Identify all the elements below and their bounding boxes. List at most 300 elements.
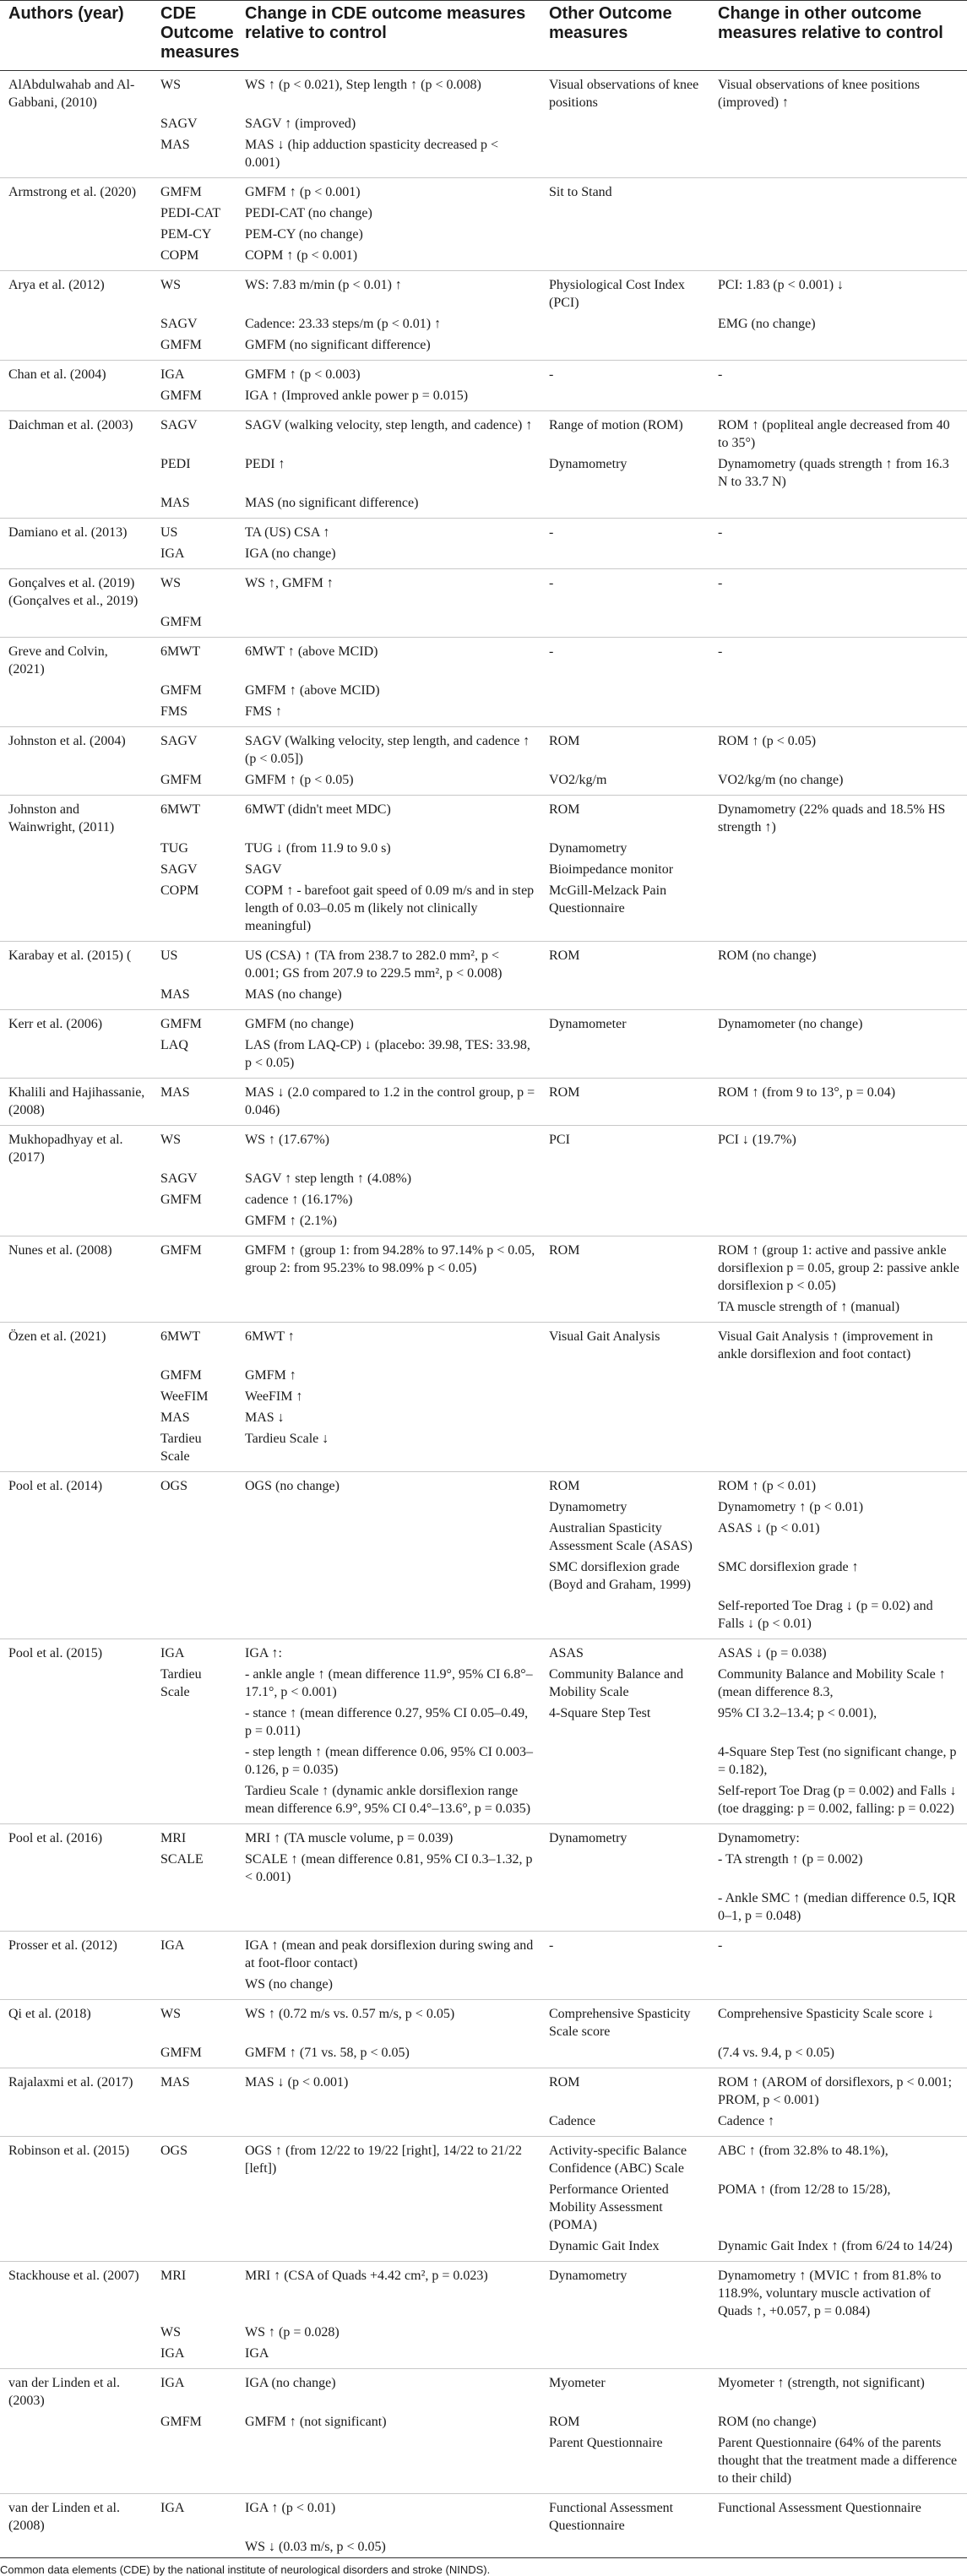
other-measure-cell: PCI (549, 1133, 570, 1147)
table-row (0, 2137, 967, 2180)
cde-measure-cell: IGA (160, 1646, 185, 1660)
other-change-cell (709, 178, 967, 204)
other-measure-cell (541, 1888, 709, 1932)
other-change-cell: Dynamometry ↑ (MVIC ↑ from 81.8% to 118.9%, voluntary muscle activation of Quads ↑, +0.057, p = 0.084) (718, 2269, 942, 2318)
cde-change-cell: 6MWT ↑ (above MCID) (245, 644, 378, 659)
other-change-cell (709, 838, 967, 859)
author-cell (0, 1742, 152, 1780)
author-cell: Khalili and Hajihassanie, (2008) (0, 1079, 152, 1126)
other-measure-cell: - (549, 525, 554, 540)
cde-measure-cell: IGA (152, 2343, 236, 2369)
other-measure-cell (541, 611, 709, 638)
other-measure-cell: - (549, 1938, 554, 1953)
author-cell (0, 1557, 152, 1595)
cde-change-cell: - ankle angle ↑ (mean difference 11.9°, 95% CI 6.8°–17.1°, p < 0.001) (245, 1667, 533, 1699)
other-change-cell: Visual Gait Analysis ↑ (improvement in ankle dorsiflexion and foot contact) (718, 1329, 933, 1361)
table-row (0, 385, 967, 411)
author-cell (0, 611, 152, 638)
cde-measure-cell: OGS (160, 1479, 188, 1493)
other-measure-cell: Myometer (549, 2376, 606, 2390)
cde-measure-cell: GMFM (152, 334, 236, 361)
author-cell: Qi et al. (2018) (8, 2007, 91, 2021)
table-row (0, 1210, 967, 1236)
other-measure-cell: Dynamometry (549, 457, 627, 471)
cde-measure-cell: GMFM (152, 2042, 236, 2068)
cde-change-cell: - stance ↑ (mean difference 0.27, 95% CI 0.05–0.49, p = 0.011) (245, 1706, 529, 1738)
cde-change-cell (236, 1518, 541, 1557)
author-cell (0, 1518, 152, 1557)
cde-change-cell: MAS ↓ (245, 1410, 285, 1425)
cde-change-cell: GMFM (no change) (245, 1017, 354, 1031)
cde-measure-cell (152, 1703, 236, 1742)
table-row (0, 71, 967, 114)
cde-change-cell: LAS (from LAQ-CP) ↓ (placebo: 39.98, TES: 33.98, p < 0.05) (236, 1035, 541, 1079)
table-row (0, 1974, 967, 2000)
cde-change-cell: OGS ↑ (from 12/22 to 19/22 [right], 14/22 to 21/22 [left]) (245, 2144, 522, 2176)
cde-measure-cell: TUG (160, 841, 188, 856)
cde-measure-cell: WeeFIM (160, 1389, 209, 1404)
cde-change-cell (236, 1296, 541, 1323)
cde-change-cell: SCALE ↑ (mean difference 0.81, 95% CI 0.3–1.32, p < 0.001) (245, 1852, 533, 1884)
other-change-cell (709, 492, 967, 519)
table-row (0, 543, 967, 569)
cde-measure-cell: MAS (152, 492, 236, 519)
author-cell (0, 113, 152, 134)
author-cell (0, 880, 152, 942)
other-measure-cell: Functional Assessment Questionnaire (549, 2501, 674, 2533)
cde-measure-cell: GMFM (160, 185, 202, 199)
cde-change-cell: PEDI ↑ (245, 457, 285, 471)
other-change-cell: - (718, 644, 723, 659)
other-measure-cell (541, 245, 709, 271)
table-row (0, 1703, 967, 1742)
author-cell (0, 2179, 152, 2236)
cde-measure-cell: SAGV (160, 862, 198, 877)
cde-measure-cell: WS (160, 1133, 181, 1147)
table-row (0, 1323, 967, 1366)
other-change-cell: Dynamometry: (718, 1831, 800, 1845)
other-change-cell (709, 880, 967, 942)
cde-change-cell: GMFM ↑ (p < 0.001) (245, 185, 361, 199)
cde-measure-cell: US (160, 525, 178, 540)
other-measure-cell: Activity-specific Balance Confidence (ABC) Scale (549, 2144, 687, 2176)
cde-change-cell: GMFM ↑ (not significant) (245, 2415, 387, 2429)
other-measure-cell (541, 1035, 709, 1079)
other-measure-cell: Dynamometry (549, 2269, 627, 2283)
table-row (0, 2262, 967, 2323)
table-row (0, 313, 967, 334)
author-cell (0, 838, 152, 859)
author-cell (0, 984, 152, 1010)
cde-change-cell (236, 1888, 541, 1932)
other-change-cell: - (718, 576, 723, 590)
cde-change-cell: GMFM ↑ (2.1%) (236, 1210, 541, 1236)
cde-change-cell: COPM ↑ (p < 0.001) (236, 245, 541, 271)
table-row (0, 1888, 967, 1932)
table-row (0, 203, 967, 224)
other-change-cell: Cadence ↑ (709, 2111, 967, 2137)
other-measure-cell: Parent Questionnaire (541, 2432, 709, 2494)
cde-change-cell: GMFM (no significant difference) (236, 334, 541, 361)
cde-measure-cell: IGA (160, 367, 185, 382)
other-change-cell: PCI ↓ (19.7%) (718, 1133, 796, 1147)
other-measure-cell (541, 1210, 709, 1236)
author-cell (0, 454, 152, 492)
other-change-cell: POMA ↑ (from 12/28 to 15/28), (718, 2182, 891, 2197)
other-change-cell (709, 1189, 967, 1210)
author-cell: Mukhopadhyay et al. (2017) (8, 1133, 123, 1165)
table-row (0, 361, 967, 386)
cde-measure-cell: IGA (152, 543, 236, 569)
other-change-cell (709, 1386, 967, 1407)
other-change-cell: - Ankle SMC ↑ (median difference 0.5, IQR 0–1, p = 0.048) (709, 1888, 967, 1932)
author-cell (0, 385, 152, 411)
table-row (0, 859, 967, 880)
other-measure-cell: Dynamometry (549, 841, 627, 856)
other-measure-cell (541, 1595, 709, 1639)
table-row (0, 1472, 967, 1497)
other-measure-cell: Dynamometer (549, 1017, 627, 1031)
author-cell (0, 1703, 152, 1742)
other-change-cell (709, 224, 967, 245)
other-measure-cell (541, 1428, 709, 1472)
author-cell: Johnston and Wainwright, (2011) (8, 802, 115, 834)
cde-measure-cell (152, 1974, 236, 2000)
author-cell (0, 2536, 152, 2558)
other-measure-cell: ROM (541, 1079, 709, 1126)
other-measure-cell (541, 1189, 709, 1210)
other-change-cell: Parent Questionnaire (64% of the parents thought that the treatment made a difference to their child) (709, 2432, 967, 2494)
cde-measure-cell: MAS (152, 984, 236, 1010)
table-row (0, 2343, 967, 2369)
table-row (0, 1595, 967, 1639)
other-measure-cell: ROM (549, 1243, 580, 1258)
table-row (0, 638, 967, 681)
other-measure-cell (541, 313, 709, 334)
cde-measure-cell: Tardieu Scale (152, 1428, 236, 1472)
author-cell (0, 1888, 152, 1932)
other-change-cell: ROM ↑ (p < 0.05) (718, 734, 817, 748)
other-change-cell: Self-reported Toe Drag ↓ (p = 0.02) and Falls ↓ (p < 0.01) (709, 1595, 967, 1639)
table-row (0, 113, 967, 134)
table-row (0, 1428, 967, 1472)
author-cell (0, 1168, 152, 1189)
other-change-cell: Dynamometry (22% quads and 18.5% HS strength ↑) (718, 802, 946, 834)
cde-change-cell: WS ↑ (p < 0.021), Step length ↑ (p < 0.008) (245, 78, 481, 92)
author-cell (0, 701, 152, 727)
author-cell: AlAbdulwahab and Al-Gabbani, (2010) (8, 78, 135, 110)
cde-change-cell: SAGV (walking velocity, step length, and cadence) ↑ (245, 418, 533, 432)
header-other-measures: Other Outcome measures (541, 1, 709, 71)
other-change-cell (709, 1210, 967, 1236)
author-cell (0, 1428, 152, 1472)
cde-change-cell: - step length ↑ (mean difference 0.06, 95% CI 0.003–0.126, p = 0.035) (245, 1745, 533, 1777)
other-measure-cell: Dynamic Gait Index (541, 2236, 709, 2262)
cde-change-cell: MAS (no change) (236, 984, 541, 1010)
cde-measure-cell: SCALE (160, 1852, 204, 1867)
cde-measure-cell: SAGV (160, 117, 198, 131)
cde-measure-cell: WS (160, 2325, 181, 2340)
table-row (0, 942, 967, 985)
other-change-cell: (7.4 vs. 9.4, p < 0.05) (709, 2042, 967, 2068)
other-measure-cell: Australian Spasticity Assessment Scale (ASAS) (549, 1521, 693, 1553)
cde-change-cell: GMFM ↑ (above MCID) (245, 683, 380, 698)
table-row (0, 519, 967, 544)
table-row (0, 984, 967, 1010)
other-measure-cell (541, 492, 709, 519)
cde-change-cell: GMFM ↑ (group 1: from 94.28% to 97.14% p < 0.05, group 2: from 95.23% to 98.09% p < 0.05) (245, 1243, 535, 1275)
table-row (0, 1296, 967, 1323)
table-row (0, 796, 967, 839)
cde-measure-cell (152, 2236, 236, 2262)
cde-change-cell: WS ↑ (17.67%) (245, 1133, 329, 1147)
other-measure-cell (541, 2042, 709, 2068)
other-change-cell: Functional Assessment Questionnaire (718, 2501, 921, 2515)
cde-change-cell: 6MWT ↑ (245, 1329, 295, 1344)
author-cell (0, 492, 152, 519)
table-row (0, 1557, 967, 1595)
author-cell (0, 1386, 152, 1407)
author-cell: Özen et al. (2021) (8, 1329, 106, 1344)
cde-change-cell: GMFM ↑ (p < 0.05) (236, 769, 541, 796)
cde-measure-cell: MRI (160, 2269, 187, 2283)
other-measure-cell: Cadence (541, 2111, 709, 2137)
cde-measure-cell: MAS (152, 1079, 236, 1126)
other-measure-cell (541, 203, 709, 224)
author-cell (0, 1189, 152, 1210)
other-measure-cell (541, 334, 709, 361)
table-row (0, 1386, 967, 1407)
cde-measure-cell: SAGV (160, 1171, 198, 1186)
table-row (0, 1236, 967, 1297)
cde-measure-cell (152, 1742, 236, 1780)
other-measure-cell (541, 134, 709, 178)
author-cell: Prosser et al. (2012) (8, 1938, 117, 1953)
cde-measure-cell (152, 1888, 236, 1932)
table-row (0, 411, 967, 454)
author-cell: Gonçalves et al. (2019) (Gonçalves et al., 2019) (8, 576, 139, 608)
other-change-cell: - TA strength ↑ (p = 0.002) (718, 1852, 863, 1867)
cde-change-cell: US (CSA) ↑ (TA from 238.7 to 282.0 mm², p < 0.001; GS from 207.9 to 229.5 mm², p < 0.008) (245, 948, 503, 981)
other-measure-cell (541, 1742, 709, 1780)
other-measure-cell: Dynamometry (549, 1831, 627, 1845)
cde-change-cell: MRI ↑ (CSA of Quads +4.42 cm², p = 0.023) (245, 2269, 488, 2283)
cde-change-cell: IGA ↑ (mean and peak dorsiflexion during swing and at foot-floor contact) (245, 1938, 534, 1970)
table-row (0, 1849, 967, 1888)
other-change-cell: Myometer ↑ (strength, not significant) (718, 2376, 925, 2390)
cde-measure-cell (152, 2536, 236, 2558)
cde-measure-cell: LAQ (152, 1035, 236, 1079)
table-row (0, 2369, 967, 2412)
other-change-cell (709, 1035, 967, 1079)
other-change-cell: Visual observations of knee positions (improved) ↑ (718, 78, 921, 110)
other-change-cell (709, 701, 967, 727)
cde-change-cell (236, 1595, 541, 1639)
table-row (0, 2411, 967, 2432)
cde-change-cell: IGA (no change) (245, 2376, 336, 2390)
other-change-cell (709, 1168, 967, 1189)
other-change-cell: Dynamometer (no change) (718, 1017, 863, 1031)
other-measure-cell: Visual Gait Analysis (549, 1329, 660, 1344)
author-cell: Greve and Colvin, (2021) (8, 644, 108, 677)
cde-change-cell: IGA ↑: (245, 1646, 282, 1660)
cde-change-cell: WS ↓ (0.03 m/s, p < 0.05) (236, 2536, 541, 2558)
other-change-cell: - (718, 367, 723, 382)
author-cell: van der Linden et al. (2008) (8, 2501, 120, 2533)
other-change-cell (709, 1365, 967, 1386)
cde-measure-cell: GMFM (160, 1017, 202, 1031)
other-measure-cell (541, 385, 709, 411)
table-row (0, 611, 967, 638)
other-change-cell: ROM (no change) (718, 2415, 817, 2429)
cde-change-cell: COPM ↑ - barefoot gait speed of 0.09 m/s and in step length of 0.03–0.05 m (likely not clinically meaningful) (236, 880, 541, 942)
cde-measure-cell: SAGV (160, 734, 198, 748)
other-change-cell: SMC dorsiflexion grade ↑ (718, 1560, 859, 1574)
other-change-cell (709, 2322, 967, 2343)
cde-change-cell (236, 2432, 541, 2494)
other-change-cell (709, 2343, 967, 2369)
other-measure-cell: ROM (549, 2075, 580, 2090)
cde-measure-cell: GMFM (152, 611, 236, 638)
other-measure-cell: ROM (549, 802, 580, 817)
author-cell (0, 1780, 152, 1824)
table-row (0, 2322, 967, 2343)
other-change-cell: ROM ↑ (p < 0.01) (718, 1479, 817, 1493)
other-change-cell: ROM ↑ (group 1: active and passive ankle dorsiflexion p = 0.05, group 2: passive ankle dorsiflexion p < 0.05) (718, 1243, 959, 1293)
other-change-cell: Dynamometry ↑ (p < 0.01) (718, 1500, 864, 1514)
other-measure-cell: SMC dorsiflexion grade (Boyd and Graham, 1999) (549, 1560, 691, 1592)
author-cell: Kerr et al. (2006) (8, 1017, 103, 1031)
other-measure-cell: Physiological Cost Index (PCI) (549, 278, 685, 310)
table-row (0, 1932, 967, 1975)
other-measure-cell: Community Balance and Mobility Scale (549, 1667, 684, 1699)
author-cell (0, 134, 152, 178)
cde-measure-cell: WS (160, 2007, 181, 2021)
other-change-cell: ROM (no change) (718, 948, 817, 963)
table-row (0, 1742, 967, 1780)
cde-measure-cell: WS (160, 576, 181, 590)
other-change-cell (709, 1407, 967, 1428)
author-cell (0, 1210, 152, 1236)
table-row (0, 701, 967, 727)
other-measure-cell (541, 224, 709, 245)
author-cell (0, 313, 152, 334)
table-footnote: Common data elements (CDE) by the national institute of neurological disorders and stroke (NINDS). (0, 2563, 491, 2576)
cde-measure-cell: COPM (152, 880, 236, 942)
other-change-cell (709, 984, 967, 1010)
other-measure-cell: Performance Oriented Mobility Assessment (POMA) (549, 2182, 669, 2232)
cde-measure-cell: Tardieu Scale (160, 1667, 202, 1699)
cde-measure-cell (152, 1780, 236, 1824)
other-change-cell: VO2/kg/m (no change) (709, 769, 967, 796)
author-cell (0, 680, 152, 701)
author-cell: Johnston et al. (2004) (8, 734, 126, 748)
table-row (0, 2179, 967, 2236)
cde-measure-cell: GMFM (160, 1193, 202, 1207)
other-measure-cell: ROM (549, 948, 580, 963)
other-change-cell: ASAS ↓ (p < 0.01) (718, 1521, 820, 1535)
author-cell: Chan et al. (2004) (8, 367, 106, 382)
cde-change-cell (236, 2236, 541, 2262)
other-measure-cell (541, 113, 709, 134)
other-change-cell (709, 859, 967, 880)
author-cell: van der Linden et al. (2003) (8, 2376, 120, 2408)
other-change-cell: Comprehensive Spasticity Scale score ↓ (718, 2007, 934, 2021)
header-authors: Authors (year) (0, 1, 152, 71)
other-measure-cell (541, 1386, 709, 1407)
table-row (0, 2000, 967, 2043)
other-change-cell (709, 245, 967, 271)
header-cde-measures: CDE Outcome measures (152, 1, 236, 71)
author-cell (0, 1497, 152, 1518)
cde-measure-cell: PEDI (160, 457, 191, 471)
table-row (0, 1497, 967, 1518)
cde-measure-cell: GMFM (152, 769, 236, 796)
table-row (0, 178, 967, 204)
cde-change-cell: GMFM ↑ (245, 1368, 296, 1383)
cde-change-cell: IGA (no change) (236, 543, 541, 569)
table-row (0, 454, 967, 492)
author-cell (0, 203, 152, 224)
other-measure-cell: - (549, 576, 554, 590)
cde-change-cell: TA (US) CSA ↑ (245, 525, 330, 540)
cde-measure-cell: PEM-CY (160, 227, 212, 242)
author-cell (0, 1974, 152, 2000)
cde-measure-cell: FMS (152, 701, 236, 727)
other-change-cell: ROM ↑ (popliteal angle decreased from 40 to 35°) (718, 418, 950, 450)
cde-change-cell: MAS ↓ (2.0 compared to 1.2 in the control group, p = 0.046) (236, 1079, 541, 1126)
cde-measure-cell (152, 2179, 236, 2236)
table-row (0, 1518, 967, 1557)
author-cell (0, 769, 152, 796)
table-row (0, 680, 967, 701)
table-row (0, 727, 967, 770)
author-cell: Armstrong et al. (2020) (8, 185, 137, 199)
table-row (0, 1126, 967, 1169)
other-change-cell (709, 1428, 967, 1472)
cde-change-cell: WS: 7.83 m/min (p < 0.01) ↑ (245, 278, 402, 292)
cde-change-cell: WS (no change) (236, 1974, 541, 2000)
cde-measure-cell (152, 1296, 236, 1323)
author-cell (0, 2432, 152, 2494)
table-row (0, 2111, 967, 2137)
other-change-cell (709, 113, 967, 134)
table-row (0, 880, 967, 942)
other-measure-cell (541, 1974, 709, 2000)
author-cell (0, 2111, 152, 2137)
other-measure-cell (541, 1365, 709, 1386)
cde-change-cell (236, 611, 541, 638)
other-change-cell: 4-Square Step Test (no significant change, p = 0.182), (718, 1745, 957, 1777)
cde-measure-cell (152, 2111, 236, 2137)
cde-change-cell: GMFM ↑ (71 vs. 58, p < 0.05) (236, 2042, 541, 2068)
other-change-cell (709, 1974, 967, 2000)
cde-measure-cell: SAGV (160, 317, 198, 331)
cde-change-cell: TUG ↓ (from 11.9 to 9.0 s) (245, 841, 391, 856)
other-change-cell (709, 134, 967, 178)
table-row (0, 245, 967, 271)
cde-change-cell: GMFM ↑ (p < 0.003) (245, 367, 361, 382)
cde-measure-cell: 6MWT (160, 644, 201, 659)
header-cde-change: Change in CDE outcome measures relative to control (236, 1, 541, 71)
author-cell (0, 2343, 152, 2369)
cde-measure-cell (152, 1518, 236, 1557)
table-row (0, 1035, 967, 1079)
cde-change-cell: PEM-CY (no change) (245, 227, 363, 242)
cde-change-cell: SAGV ↑ step length ↑ (4.08%) (245, 1171, 412, 1186)
cde-measure-cell: WS (160, 78, 181, 92)
table-row (0, 271, 967, 314)
